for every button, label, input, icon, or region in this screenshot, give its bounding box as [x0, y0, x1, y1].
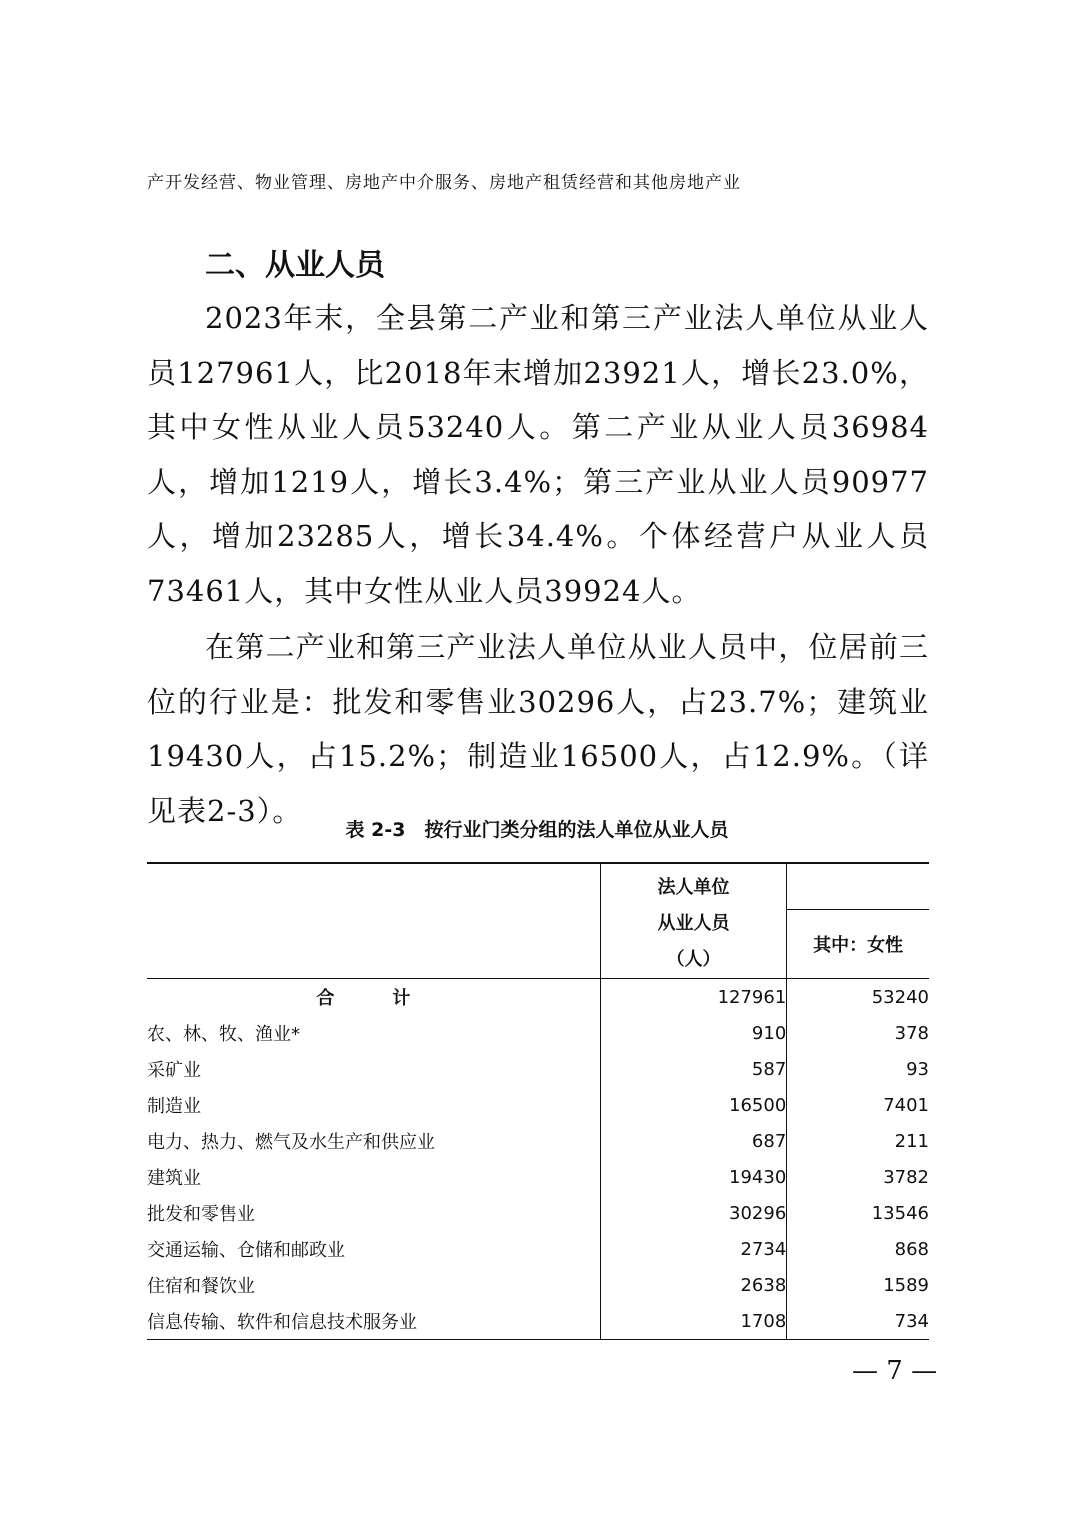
header-female-employees: 其中：女性: [787, 910, 929, 979]
row-industry-name: 电力、热力、燃气及水生产和供应业: [147, 1123, 600, 1159]
table-row: [147, 1051, 929, 1087]
header-industry-blank: [147, 863, 600, 979]
row-total-employees: 127961: [600, 979, 787, 1016]
row-female-employees: 13546: [871, 1202, 929, 1224]
row-total-employees: 1708: [600, 1303, 787, 1340]
row-total-employees: 587: [600, 1051, 787, 1087]
table-caption: 表 2-3 按行业门类分组的法人单位从业人员: [345, 819, 729, 841]
table-row: [147, 1159, 929, 1195]
row-industry-name: 住宿和餐饮业: [147, 1267, 600, 1303]
paragraph-employment-summary: [147, 291, 929, 618]
table-row: [147, 1087, 929, 1123]
table-row: [147, 1195, 929, 1231]
row-female-employees: 868: [894, 1238, 929, 1260]
header-total-line: 从业人员: [657, 913, 730, 934]
row-industry-name: 建筑业: [147, 1159, 600, 1195]
row-industry-name: 制造业: [147, 1087, 600, 1123]
table-row: [147, 1267, 929, 1303]
section-heading: 二、从业人员: [205, 248, 385, 283]
table-row: [147, 1231, 929, 1267]
table-header-row: [147, 863, 929, 910]
row-total-employees: 30296: [600, 1195, 787, 1231]
paragraph-top-industries: [147, 620, 929, 838]
header-total-employees: [600, 863, 787, 979]
table-body: [147, 979, 929, 1340]
row-industry-name: 信息传输、软件和信息技术服务业: [147, 1303, 600, 1340]
continued-text-line: 产开发经营、物业管理、房地产中介服务、房地产租赁经营和其他房地产业: [147, 173, 741, 193]
row-female-employees: 734: [787, 1303, 929, 1340]
row-industry-name: 合 计: [147, 979, 600, 1016]
row-female-employees: 53240: [871, 986, 929, 1008]
row-total-employees: 910: [600, 1015, 787, 1051]
header-blank-cell: [787, 863, 929, 910]
header-total-line: （人）: [666, 949, 721, 970]
page-number: — 7 —: [852, 1356, 938, 1386]
row-industry-name: 农、林、牧、渔业*: [147, 1015, 600, 1051]
row-total-employees: 2638: [600, 1267, 787, 1303]
table-row: [147, 1123, 929, 1159]
table-row: [147, 979, 929, 1016]
row-female-employees: 378: [894, 1022, 929, 1044]
row-total-employees: 16500: [600, 1087, 787, 1123]
row-female-employees: 1589: [883, 1274, 929, 1296]
row-industry-name: 采矿业: [147, 1051, 600, 1087]
table-row: [147, 1015, 929, 1051]
table-row: [147, 1303, 929, 1340]
paragraph-1-text: 2023年末，全县第二产业和第三产业法人单位从业人员127961人，比2018年末增加23921人，增长23.0%，其中女性从业人员53240人。第二产业从业人员36984人，增加1219人，增长3.4%；第三产业从业人员90977人，增加23285人，增长34.4%。个体经营户从业人员73461人，其中女性从业人员39924人。: [147, 301, 929, 608]
row-total-employees: 2734: [600, 1231, 787, 1267]
row-total-employees: 687: [600, 1123, 787, 1159]
row-female-employees: 93: [906, 1058, 929, 1080]
employment-table: [147, 862, 929, 1340]
paragraph-2-text: 在第二产业和第三产业法人单位从业人员中，位居前三位的行业是：批发和零售业30296人，占23.7%；建筑业19430人，占15.2%；制造业16500人，占12.9%。（详见表2-3）。: [147, 630, 929, 828]
row-female-employees: 211: [894, 1130, 929, 1152]
row-total-employees: 19430: [600, 1159, 787, 1195]
row-industry-name: 批发和零售业: [147, 1195, 600, 1231]
row-female-employees: 3782: [883, 1166, 929, 1188]
row-industry-name: 交通运输、仓储和邮政业: [147, 1231, 600, 1267]
header-total-line: 法人单位: [657, 877, 730, 898]
row-female-employees: 7401: [883, 1094, 929, 1116]
